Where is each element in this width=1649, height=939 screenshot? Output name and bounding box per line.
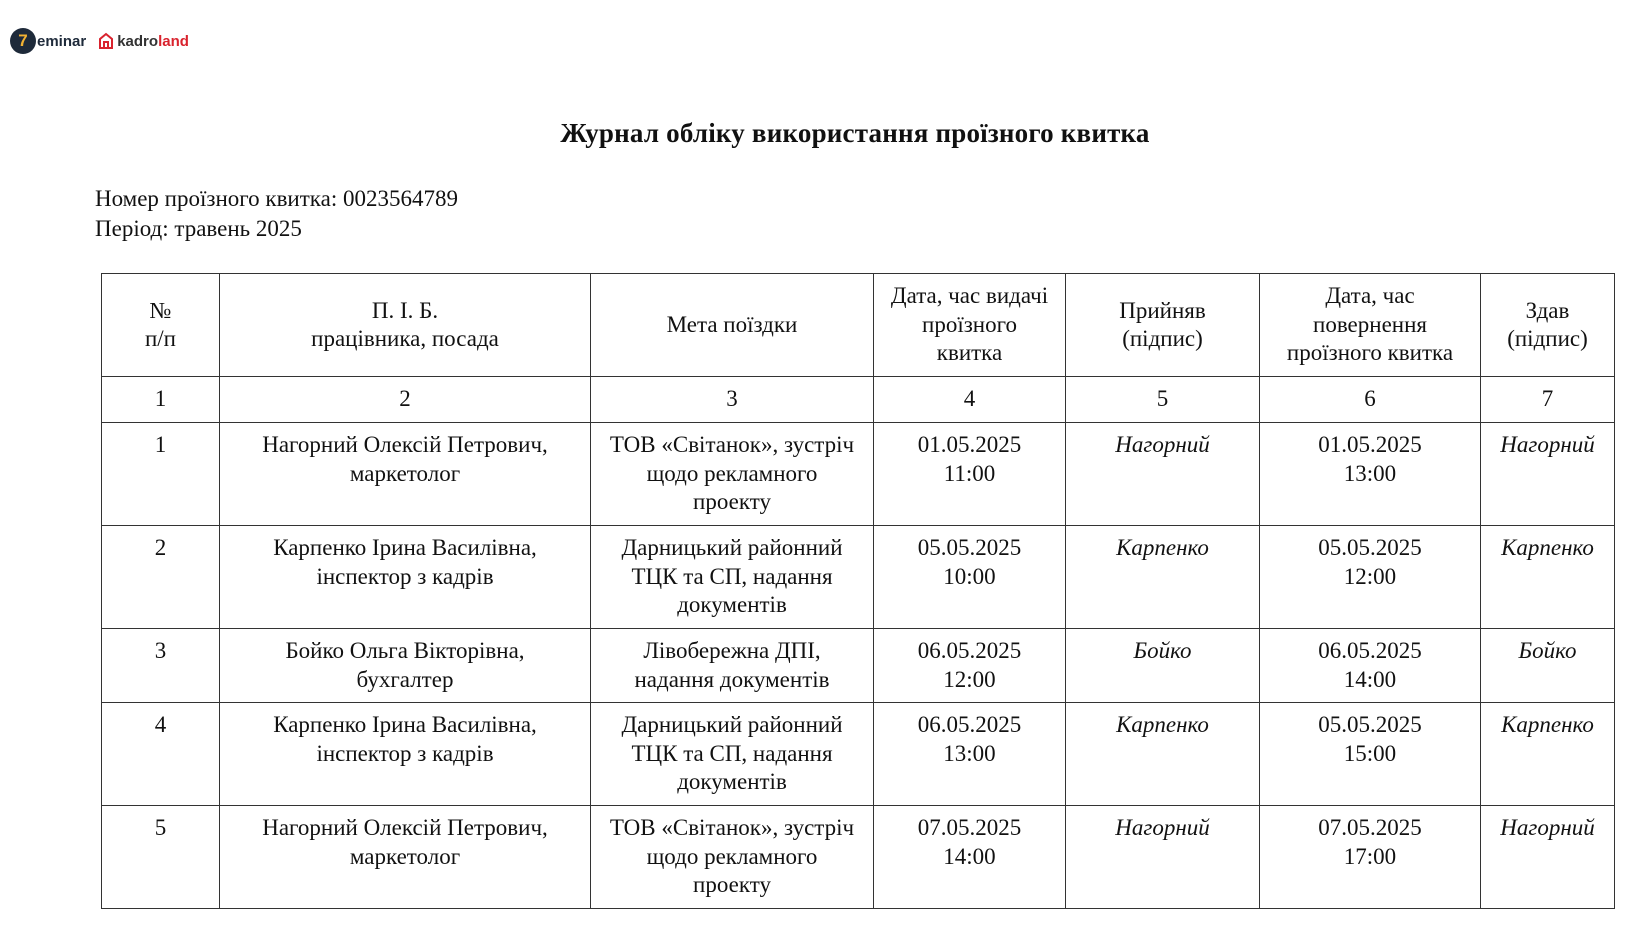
purpose-cell: Лівобережна ДПІ, надання документів [591, 629, 874, 703]
received-signature-cell: Карпенко [1066, 703, 1260, 806]
returned-signature-cell: Карпенко [1481, 703, 1615, 806]
seminar-logo-text: eminar [37, 32, 87, 50]
header-employee: П. І. Б. працівника, посада [220, 274, 591, 377]
row-number: 1 [102, 423, 220, 526]
employee-cell: Карпенко Ірина Василівна, інспектор з кадрів [220, 703, 591, 806]
received-signature-cell: Карпенко [1066, 526, 1260, 629]
returned-signature-cell: Нагорний [1481, 806, 1615, 909]
column-numbers-row [102, 377, 1615, 423]
header-returned-signature: Здав (підпис) [1481, 274, 1615, 377]
employee-cell: Нагорний Олексій Петрович, маркетолог [220, 806, 591, 909]
purpose-cell: Дарницький районний ТЦК та СП, надання документів [591, 526, 874, 629]
row-number: 4 [102, 703, 220, 806]
table-row [102, 629, 1615, 703]
column-number: 6 [1260, 377, 1481, 423]
seminar-logo-mark: 7 [10, 28, 36, 54]
returned-datetime-cell: 05.05.2025 12:00 [1260, 526, 1481, 629]
table-row [102, 423, 1615, 526]
received-signature-cell: Бойко [1066, 629, 1260, 703]
kadroland-text-part1: kadro [117, 32, 159, 50]
table-row [102, 526, 1615, 629]
returned-datetime-cell: 07.05.2025 17:00 [1260, 806, 1481, 909]
table-header-row [102, 274, 1615, 377]
received-signature-cell: Нагорний [1066, 806, 1260, 909]
row-number: 5 [102, 806, 220, 909]
brand-logos [10, 28, 189, 54]
returned-datetime-cell: 01.05.2025 13:00 [1260, 423, 1481, 526]
returned-datetime-cell: 05.05.2025 15:00 [1260, 703, 1481, 806]
row-number: 3 [102, 629, 220, 703]
returned-signature-cell: Нагорний [1481, 423, 1615, 526]
seminar-logo [10, 28, 86, 54]
column-number: 4 [874, 377, 1066, 423]
issued-datetime-cell: 06.05.2025 13:00 [874, 703, 1066, 806]
column-number: 5 [1066, 377, 1260, 423]
ticket-usage-table [101, 273, 1615, 909]
kadroland-house-icon [98, 32, 114, 50]
document-meta [95, 184, 458, 244]
table-row [102, 806, 1615, 909]
table-row [102, 703, 1615, 806]
purpose-cell: ТОВ «Світанок», зустріч щодо рекламного проекту [591, 423, 874, 526]
column-number: 1 [102, 377, 220, 423]
row-number: 2 [102, 526, 220, 629]
header-number: № п/п [102, 274, 220, 377]
issued-datetime-cell: 01.05.2025 11:00 [874, 423, 1066, 526]
purpose-cell: Дарницький районний ТЦК та СП, надання документів [591, 703, 874, 806]
employee-cell: Бойко Ольга Вікторівна, бухгалтер [220, 629, 591, 703]
purpose-cell: ТОВ «Світанок», зустріч щодо рекламного проекту [591, 806, 874, 909]
kadroland-text-part2: land [158, 32, 189, 50]
kadroland-logo [98, 32, 189, 50]
received-signature-cell: Нагорний [1066, 423, 1260, 526]
returned-datetime-cell: 06.05.2025 14:00 [1260, 629, 1481, 703]
column-number: 3 [591, 377, 874, 423]
returned-signature-cell: Карпенко [1481, 526, 1615, 629]
column-number: 7 [1481, 377, 1615, 423]
issued-datetime-cell: 07.05.2025 14:00 [874, 806, 1066, 909]
period-line: Період: травень 2025 [95, 216, 302, 241]
header-received-signature: Прийняв (підпис) [1066, 274, 1260, 377]
column-number: 2 [220, 377, 591, 423]
header-issue-datetime: Дата, час видачі проїзного квитка [874, 274, 1066, 377]
ticket-number-line: Номер проїзного квитка: 0023564789 [95, 186, 458, 211]
issued-datetime-cell: 05.05.2025 10:00 [874, 526, 1066, 629]
header-return-datetime: Дата, час повернення проїзного квитка [1260, 274, 1481, 377]
issued-datetime-cell: 06.05.2025 12:00 [874, 629, 1066, 703]
employee-cell: Нагорний Олексій Петрович, маркетолог [220, 423, 591, 526]
document-title: Журнал обліку використання проїзного квитка [560, 118, 1150, 148]
header-purpose: Мета поїздки [591, 274, 874, 377]
employee-cell: Карпенко Ірина Василівна, інспектор з кадрів [220, 526, 591, 629]
returned-signature-cell: Бойко [1481, 629, 1615, 703]
